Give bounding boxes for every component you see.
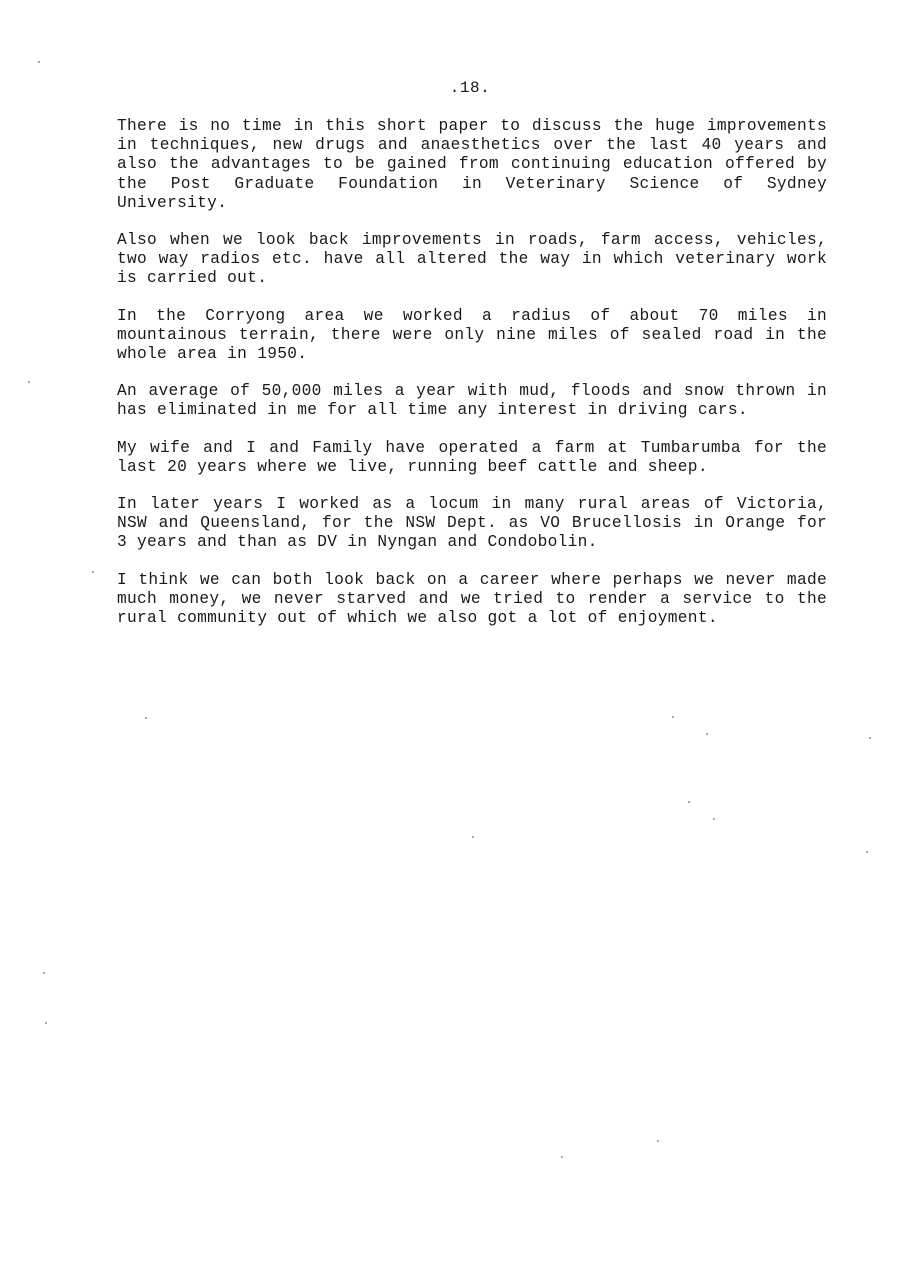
scan-speck	[45, 1022, 47, 1024]
scan-speck	[472, 836, 474, 838]
scan-speck	[28, 381, 30, 383]
scan-speck	[657, 1140, 659, 1142]
scan-speck	[713, 818, 715, 820]
scan-speck	[92, 571, 94, 573]
scan-speck	[561, 1156, 563, 1158]
scan-speck	[869, 737, 871, 739]
paragraph-improvements-roads: Also when we look back improvements in roads, farm access, vehicles, two way radios etc. have all altered the way in which veterinary work is carried out.	[117, 231, 827, 288]
paragraph-tumbarumba-farm: My wife and I and Family have operated a farm at Tumbarumba for the last 20 years where we live, running beef cattle and sheep.	[117, 438, 827, 476]
scan-speck	[706, 733, 708, 735]
scan-speck	[145, 717, 147, 719]
scan-speck	[672, 716, 674, 718]
paragraph-corryong-area: In the Corryong area we worked a radius of about 70 miles in mountainous terrain, there were only nine miles of sealed road in the whole area in 1950.	[117, 306, 827, 364]
document-body	[117, 117, 827, 646]
paragraph-driving-miles: An average of 50,000 miles a year with mud, floods and snow thrown in has eliminated in me for all time any interest in driving cars.	[117, 382, 827, 420]
paragraph-career-reflection: I think we can both look back on a career where perhaps we never made much money, we never starved and we tried to render a service to the rural community out of which we also got a lot of enjoyment.	[117, 570, 827, 628]
scan-speck	[43, 972, 45, 974]
scan-speck	[688, 801, 690, 803]
page-number: .18.	[449, 79, 491, 97]
scan-speck	[38, 61, 40, 63]
paragraph-locum-work: In later years I worked as a locum in many rural areas of Victoria, NSW and Queensland, for the NSW Dept. as VO Brucellosis in Orange for 3 years and than as DV in Nyngan and Condobolin.	[117, 495, 827, 552]
paragraph-continuing-education: There is no time in this short paper to discuss the huge improvements in techniques, new drugs and anaesthetics over the last 40 years and also the advantages to be gained from continuing education offered by the Post Graduate Foundation in Veterinary Science of Sydney University.	[117, 117, 827, 212]
scan-speck	[866, 851, 868, 853]
